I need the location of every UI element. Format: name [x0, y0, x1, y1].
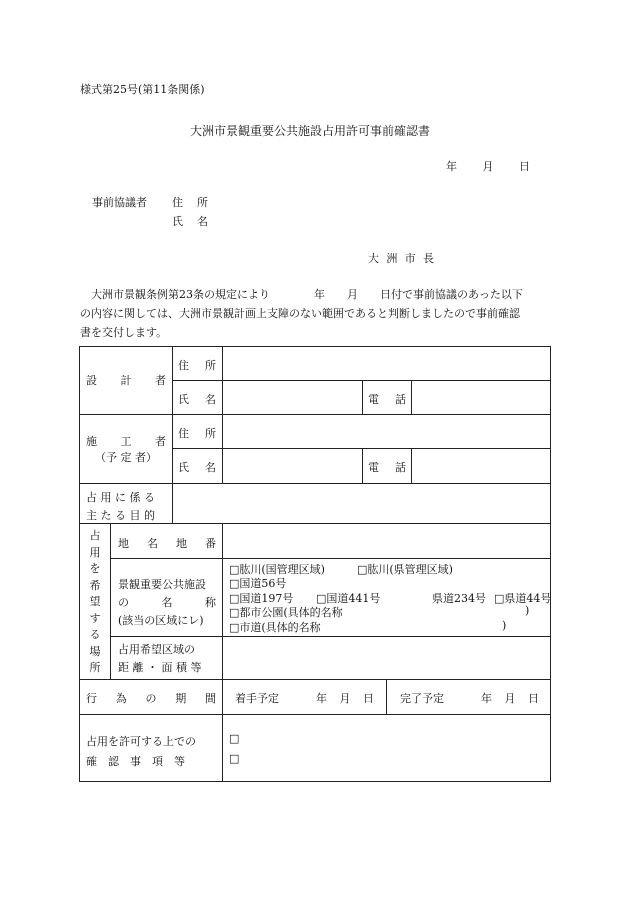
char: 所 — [197, 196, 208, 209]
char: 間 — [205, 692, 216, 705]
purpose-field[interactable] — [173, 484, 550, 523]
char: 住 — [178, 359, 189, 372]
char: 電 — [368, 461, 379, 474]
char: の — [145, 692, 157, 705]
confirm-checkbox[interactable]: □ — [229, 732, 240, 745]
close-paren: ) — [525, 604, 530, 617]
char: 設 — [86, 374, 97, 387]
option-route-56[interactable]: □国道56号 — [229, 577, 287, 590]
v-line — [362, 380, 363, 414]
char: 用 — [89, 545, 101, 559]
designer-phone-field[interactable] — [412, 381, 550, 414]
char: 為 — [115, 692, 127, 705]
char: 場 — [89, 644, 101, 658]
char: 長 — [422, 252, 434, 265]
char: 住 — [172, 196, 183, 209]
char: 名 — [147, 537, 158, 550]
designer-name-field[interactable] — [223, 381, 362, 414]
confirm-label — [86, 733, 216, 769]
area-label-line: 占用希望区域の — [118, 643, 195, 656]
option-pref-44[interactable]: □県道44号 — [494, 592, 552, 605]
char: 年 — [481, 692, 492, 705]
option-hijikawa-national[interactable]: □肱川(国管理区域) — [229, 563, 325, 576]
purpose-label-line: 占 用 に 係 る — [86, 491, 155, 504]
char: 話 — [395, 393, 406, 406]
designer-phone-label — [368, 391, 406, 407]
contractor-label — [86, 433, 166, 449]
char: 洲 — [386, 252, 398, 265]
char: 期 — [175, 692, 187, 705]
char: 氏 — [178, 461, 189, 474]
char: 者 — [155, 435, 166, 448]
contractor-address-field[interactable] — [223, 415, 550, 448]
h-line — [79, 679, 551, 680]
char: 話 — [395, 461, 406, 474]
contractor-name-field[interactable] — [223, 449, 362, 483]
char: 大 — [368, 252, 379, 265]
v-line — [386, 679, 387, 714]
char: す — [89, 611, 101, 625]
start-label: 着手予定 — [235, 692, 279, 705]
contractor-sub-label: （予 定 者） — [95, 451, 157, 464]
contractor-phone-label — [368, 459, 406, 475]
char: 住 — [178, 427, 189, 440]
year-label: 年 — [446, 160, 457, 173]
form-number: 様式第25号(第11条関係) — [80, 83, 205, 96]
confirm-checkbox[interactable]: □ — [229, 752, 240, 765]
char: 称 — [205, 596, 216, 609]
char: 電 — [368, 393, 379, 406]
day-label: 日 — [519, 160, 530, 173]
lot-label — [118, 535, 216, 551]
designer-name-label — [178, 391, 216, 407]
char: 名 — [161, 596, 173, 609]
facility-label-line: 景観重要公共施設 — [118, 578, 206, 591]
contractor-address-label — [178, 425, 216, 441]
area-field[interactable] — [223, 637, 550, 679]
char: を — [89, 562, 101, 575]
option-route-197[interactable]: □国道197号 — [229, 592, 294, 605]
applicant-name-label — [172, 213, 208, 229]
start-date[interactable] — [316, 690, 374, 706]
end-date[interactable] — [481, 690, 539, 706]
char: 地 — [118, 537, 129, 550]
body-text-line-2: の内容に関しては、大洲市景観計画上支障のない範囲であると判断しましたので事前確認 — [80, 307, 520, 320]
char: 月 — [504, 692, 516, 705]
designer-address-field[interactable] — [223, 347, 550, 380]
place-label — [84, 527, 106, 675]
char: 名 — [205, 393, 216, 406]
char: 名 — [205, 461, 216, 474]
char: 計 — [120, 374, 132, 387]
v-line — [172, 346, 173, 483]
month-label: 月 — [482, 160, 494, 173]
char: 名 — [197, 215, 208, 228]
char: 希 — [89, 578, 101, 592]
char: 者 — [155, 374, 166, 387]
char: 市 — [404, 252, 416, 265]
option-pref-234[interactable]: 県道234号 — [432, 592, 486, 605]
h-line — [110, 558, 551, 559]
area-label — [118, 641, 216, 675]
lot-field[interactable] — [223, 524, 550, 558]
char: 年 — [316, 692, 327, 705]
period-label — [86, 690, 216, 706]
confirm-label-line: 占用を許可する上での — [86, 735, 196, 748]
area-label-line: 距 離 ・ 面 積 等 — [118, 661, 202, 674]
facility-label-line: (該当の区域にレ) — [118, 614, 204, 627]
char: 番 — [205, 537, 216, 550]
char: 月 — [339, 692, 351, 705]
char: 所 — [205, 427, 216, 440]
issuer — [368, 250, 434, 266]
char: 日 — [363, 692, 374, 705]
applicant-label: 事前協議者 — [92, 196, 147, 209]
char: 地 — [176, 537, 187, 550]
char: 所 — [89, 661, 101, 674]
option-city-park[interactable]: □都市公園(具体的名称 — [229, 606, 343, 619]
option-city-road[interactable]: □市道(具体的名称 — [229, 621, 321, 634]
v-line — [110, 523, 111, 679]
body-text-line-1: 大洲市景観条例第23条の規定により 年 月 日付で事前協議のあった以下 — [91, 288, 523, 301]
char: 占 — [89, 529, 101, 542]
date-line — [446, 158, 530, 174]
char: 行 — [86, 692, 97, 705]
char: 氏 — [172, 215, 183, 228]
body-text-line-3: 書を交付します。 — [80, 326, 168, 339]
char: 日 — [528, 692, 539, 705]
char: る — [89, 628, 101, 641]
applicant-address-label — [172, 194, 208, 210]
option-route-441[interactable]: □国道441号 — [316, 592, 381, 605]
contractor-phone-field[interactable] — [412, 449, 550, 483]
designer-address-label — [178, 357, 216, 373]
purpose-label-line: 主 た る 目 的 — [86, 509, 155, 522]
option-hijikawa-prefecture[interactable]: □肱川(県管理区域) — [357, 563, 453, 576]
h-line — [79, 714, 551, 715]
char: 氏 — [178, 393, 189, 406]
char: 望 — [89, 595, 101, 608]
document-title: 大洲市景観重要公共施設占用許可事前確認書 — [190, 124, 431, 138]
char: 所 — [205, 359, 216, 372]
char: 施 — [86, 435, 97, 448]
confirm-label-line: 確 認 事 項 等 — [86, 755, 185, 768]
v-line — [362, 448, 363, 483]
facility-label — [118, 576, 216, 628]
purpose-label — [86, 489, 155, 523]
close-paren: ) — [502, 619, 507, 632]
char: 工 — [120, 435, 132, 448]
char: の — [118, 596, 129, 609]
contractor-name-label — [178, 459, 216, 475]
end-label: 完了予定 — [400, 692, 444, 705]
designer-label — [86, 372, 166, 388]
